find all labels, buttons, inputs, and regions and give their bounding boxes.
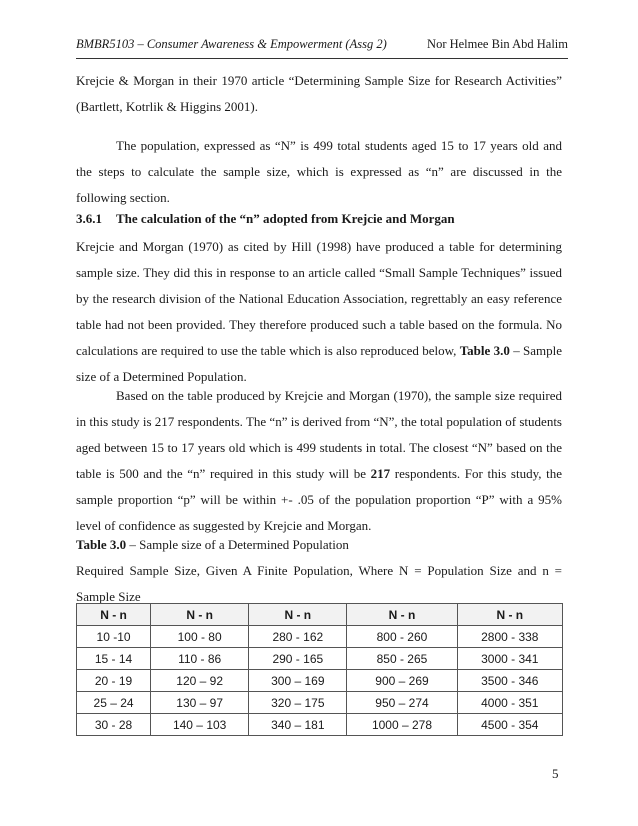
table-header-cell: N - n [347,604,457,626]
header-divider [76,58,568,59]
table-cell: 25 – 24 [77,692,151,714]
table-row [77,714,563,736]
paragraph-text: – Sample size of a Determined Population. [76,343,563,384]
table-header-cell: N - n [249,604,347,626]
table-cell: 20 - 19 [77,670,151,692]
table-caption-label: Table 3.0 [76,537,127,552]
paragraph-krejcie-morgan [76,234,562,390]
table-cell: 1000 – 278 [347,714,457,736]
table-row [77,670,563,692]
table-cell: 4500 - 354 [457,714,562,736]
table-caption [76,537,349,553]
table-cell: 300 – 169 [249,670,347,692]
table-cell: 320 – 175 [249,692,347,714]
table-row [77,648,563,670]
paragraph-text: Based on the table produced by Krejcie and Morgan (1970), the sample size required in this study is 217 respondents. The “n” is derived from “N”, the total population of students aged between 15 to 17 years old which is 499 students in total. The closest “N” based on the table is 500 and the “n” required in this study will be [76,388,562,481]
table-cell: 110 - 86 [151,648,249,670]
table-cell: 2800 - 338 [457,626,562,648]
table-cell: 120 – 92 [151,670,249,692]
table-row [77,692,563,714]
table-cell: 800 - 260 [347,626,457,648]
sample-size-value: 217 [370,466,391,481]
table-cell: 900 – 269 [347,670,457,692]
sample-size-table [76,603,563,736]
table-cell: 4000 - 351 [457,692,562,714]
section-heading [76,211,455,227]
table-cell: 130 – 97 [151,692,249,714]
section-title: The calculation of the “n” adopted from Krejcie and Morgan [116,211,455,226]
table-cell: 100 - 80 [151,626,249,648]
table-cell: 10 -10 [77,626,151,648]
table-cell: 15 - 14 [77,648,151,670]
page-header [76,37,568,57]
section-number: 3.6.1 [76,211,102,226]
paragraph-citation: Krejcie & Morgan in their 1970 article “Determining Sample Size for Research Activities” (Bartlett, Kotrlik & Higgins 2001). [76,73,562,114]
table-cell: 950 – 274 [347,692,457,714]
paragraph-text: Krejcie and Morgan (1970) as cited by Hill (1998) have produced a table for determining sample size. They did this in response to an article called “Small Sample Techniques” issued by the research division of the National Education Association, regrettably an easy reference table had not been provided. They therefore produced such a table based on the formula. No calculations are required to use the table which is also reproduced below, [76,239,562,358]
table-cell: 280 - 162 [249,626,347,648]
paragraph-population: The population, expressed as “N” is 499 total students aged 15 to 17 years old and the steps to calculate the sample size, which is expressed as “n” are discussed in the following section. [76,138,562,205]
table-caption-text: – Sample size of a Determined Population [129,537,349,552]
table-cell: 850 - 265 [347,648,457,670]
header-author: Nor Helmee Bin Abd Halim [427,37,568,51]
table-row [77,626,563,648]
table-description: Required Sample Size, Given A Finite Population, Where N = Population Size and n = Sample Size [76,563,562,604]
paragraph-text: respondents. For this study, the sample proportion “p” will be within +- .05 of the population proportion “P” with a 95% level of confidence as suggested by Krejcie and Morgan. [76,466,562,533]
table-header-row [77,604,563,626]
table-cell: 30 - 28 [77,714,151,736]
table-header-cell: N - n [151,604,249,626]
table-cell: 340 – 181 [249,714,347,736]
table-cell: 140 – 103 [151,714,249,736]
paragraph-sample-size [76,383,562,539]
table-reference: Table 3.0 [459,343,510,358]
header-course-title: BMBR5103 – Consumer Awareness & Empowerment (Assg 2) [76,37,387,51]
table-header-cell: N - n [457,604,562,626]
table-cell: 3500 - 346 [457,670,562,692]
table-header-cell: N - n [77,604,151,626]
page-number: 5 [552,766,559,781]
table-cell: 3000 - 341 [457,648,562,670]
table-cell: 290 - 165 [249,648,347,670]
